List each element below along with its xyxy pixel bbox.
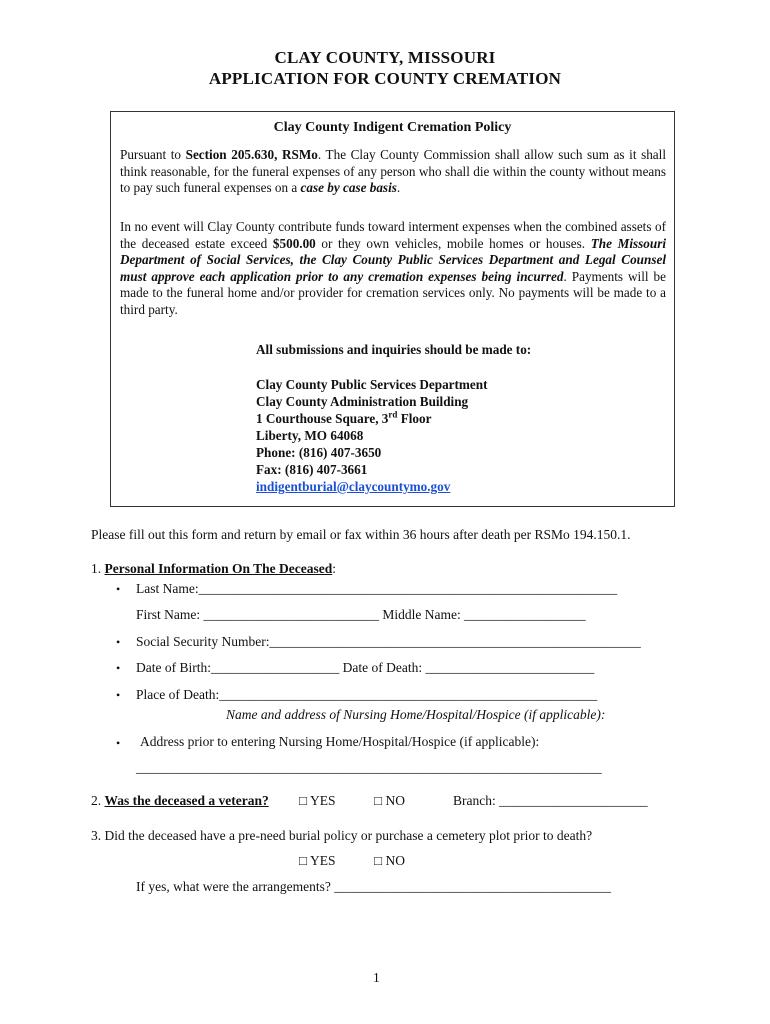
- bullet: •: [116, 661, 121, 675]
- arrangements-field[interactable]: If yes, what were the arrangements? _________________________________________: [136, 879, 612, 894]
- policy-paragraph-1: Pursuant to Section 205.630, RSMo. The Clay County Commission shall allow such sum as it shall think reasonable, for the funeral expenses of any person who shall die within the county without means to pay such funeral expenses on a case by case basis.: [120, 147, 666, 195]
- place-of-death-hint: Name and address of Nursing Home/Hospital/Hospice (if applicable):: [226, 707, 606, 722]
- burial-policy-yes-checkbox[interactable]: □ YES: [299, 853, 336, 868]
- ssn-field[interactable]: Social Security Number:_______________________________________________________: [136, 634, 641, 649]
- prior-address-field[interactable]: _____________________________________________________________________: [136, 760, 602, 775]
- policy-paragraph-2: In no event will Clay County contribute funds toward interment expenses when the combined assets of the deceased estate exceed $500.00 or they own vehicles, mobile homes or houses. The Missouri Department of Social Services, the Clay County Public Services Department and Legal Counsel must approve each application prior to any cremation expenses being incurred. Payments will be made to the funeral home and/or provider for cremation services only. No payments will be made to a third party.: [120, 219, 666, 317]
- contact-address: [256, 376, 488, 495]
- bullet: •: [116, 736, 121, 750]
- county-title: CLAY COUNTY, MISSOURI: [274, 48, 496, 67]
- section-3-question: 3. Did the deceased have a pre-need burial policy or purchase a cemetery plot prior to death?: [91, 828, 593, 843]
- place-of-death-field[interactable]: Place of Death:________________________________________________________: [136, 687, 598, 702]
- form-title: APPLICATION FOR COUNTY CREMATION: [208, 69, 562, 88]
- address-dept: Clay County Public Services Department: [256, 377, 488, 392]
- instructions: Please fill out this form and return by email or fax within 36 hours after death per RSMo 194.150.1.: [91, 527, 631, 542]
- section-2-question: 2. Was the deceased a veteran?: [91, 793, 269, 808]
- policy-box: [110, 111, 675, 507]
- page-number: 1: [373, 970, 380, 985]
- last-name-field[interactable]: Last Name:______________________________________________________________: [136, 581, 618, 596]
- address-fax: Fax: (816) 407-3661: [256, 462, 368, 477]
- veteran-yes-checkbox[interactable]: □ YES: [299, 793, 336, 808]
- address-phone: Phone: (816) 407-3650: [256, 445, 382, 460]
- email-link[interactable]: indigentburial@claycountymo.gov: [256, 479, 451, 494]
- first-middle-name-field[interactable]: First Name: __________________________ Middle Name: __________________: [136, 607, 586, 622]
- section-1-heading: 1. Personal Information On The Deceased:: [91, 561, 337, 576]
- address-city: Liberty, MO 64068: [256, 428, 364, 443]
- veteran-no-checkbox[interactable]: □ NO: [374, 793, 406, 808]
- bullet: •: [116, 635, 121, 649]
- address-street: 1 Courthouse Square, 3rd Floor: [256, 409, 432, 426]
- dob-dod-field[interactable]: Date of Birth:___________________ Date of Death: _________________________: [136, 660, 595, 675]
- bullet: •: [116, 582, 121, 596]
- submissions-heading: All submissions and inquiries should be made to:: [256, 342, 532, 357]
- bullet: •: [116, 688, 121, 702]
- burial-policy-no-checkbox[interactable]: □ NO: [374, 853, 406, 868]
- address-building: Clay County Administration Building: [256, 394, 469, 409]
- policy-heading: Clay County Indigent Cremation Policy: [273, 120, 512, 135]
- prior-address-label: Address prior to entering Nursing Home/Hospital/Hospice (if applicable):: [140, 734, 540, 749]
- branch-field[interactable]: Branch: ______________________: [453, 793, 648, 808]
